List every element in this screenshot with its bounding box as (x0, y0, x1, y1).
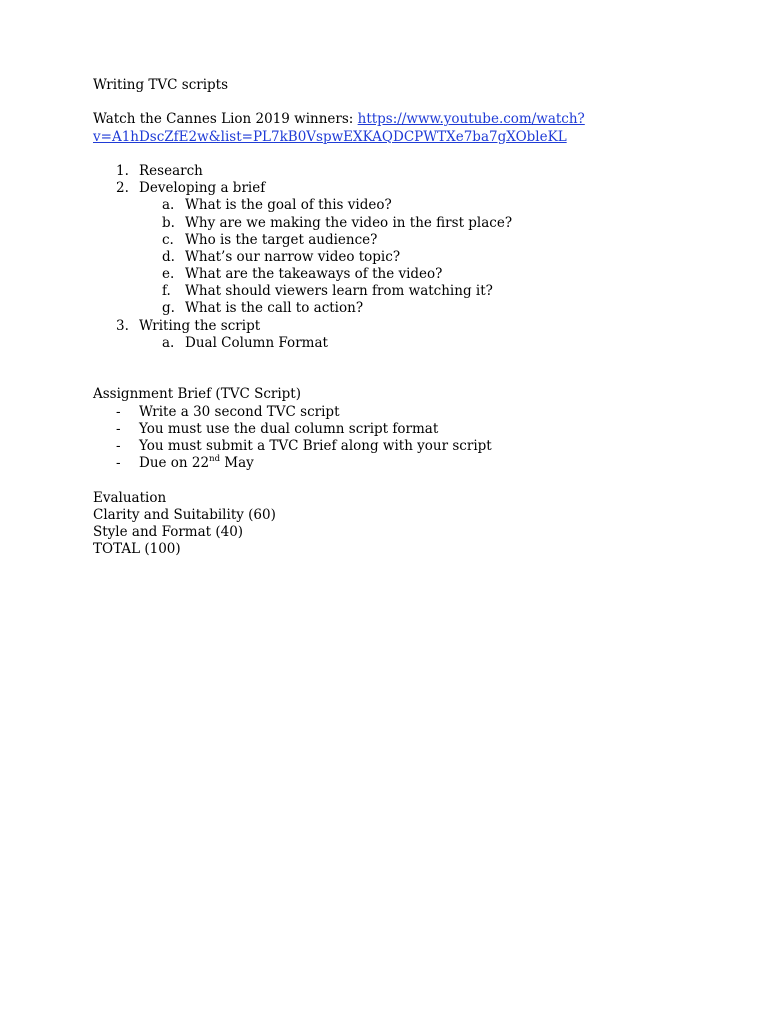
spacer (93, 146, 713, 163)
evaluation-line: TOTAL (100) (93, 541, 181, 558)
watch-prefix: Watch the Cannes Lion 2019 winners: (93, 111, 358, 128)
evaluation-line: Clarity and Suitability (60) (93, 506, 276, 523)
spacer (93, 94, 713, 111)
step-item (93, 318, 713, 335)
evaluation-lines (93, 507, 713, 559)
document-body (93, 77, 713, 558)
list-marker: c. (162, 231, 174, 248)
list-marker: 1. (116, 162, 129, 179)
list-item-text: Who is the target audience? (185, 231, 378, 248)
list-marker: f. (162, 283, 171, 300)
list-marker: e. (162, 266, 175, 283)
watch-line (93, 111, 713, 128)
list-item-text: Dual Column Format (185, 334, 328, 351)
list-item-text: What’s our narrow video topic? (185, 248, 401, 265)
list-marker: b. (162, 214, 175, 231)
assignment-item (93, 404, 713, 421)
spacer (93, 352, 713, 386)
list-item-text: What should viewers learn from watching it? (185, 283, 493, 300)
assignment-heading: Assignment Brief (TVC Script) (93, 386, 301, 403)
watch-link-line2 (93, 129, 713, 146)
step-subitem (93, 335, 713, 352)
step-subitem (93, 283, 713, 300)
step-subitem (93, 215, 713, 232)
due-prefix: Due on 22 (139, 455, 210, 472)
spacer (93, 472, 713, 489)
step-subitem (93, 197, 713, 214)
youtube-link-part2[interactable]: v=A1hDscZfE2w&list=PL7kB0VspwEXKAQDCPWTXe7ba7gXObleKL (93, 128, 567, 145)
step-item (93, 180, 713, 197)
list-marker: a. (162, 197, 175, 214)
youtube-link-part1[interactable]: https://www.youtube.com/watch? (357, 111, 585, 128)
due-superscript: nd (209, 453, 221, 464)
step-subitem (93, 266, 713, 283)
list-marker: g. (162, 300, 175, 317)
step-item (93, 163, 713, 180)
list-item-text: Writing the script (139, 317, 261, 334)
list-marker: 3. (116, 317, 129, 334)
list-item-text: What is the call to action? (185, 300, 364, 317)
list-item-text: You must submit a TVC Brief along with your script (139, 437, 492, 454)
assignment-due-item (93, 455, 713, 472)
steps-list (93, 163, 713, 352)
assignment-list (93, 404, 713, 456)
assignment-item (93, 421, 713, 438)
evaluation-heading: Evaluation (93, 489, 167, 506)
list-item-text: You must use the dual column script format (139, 420, 439, 437)
list-item-text: Write a 30 second TVC script (139, 403, 340, 420)
step-subitem (93, 232, 713, 249)
list-marker: a. (162, 334, 175, 351)
list-marker: - (116, 420, 121, 437)
list-marker: 2. (116, 180, 129, 197)
document-title: Writing TVC scripts (93, 77, 229, 93)
step-subitem (93, 300, 713, 317)
list-marker: d. (162, 248, 175, 265)
list-item-text: What is the goal of this video? (185, 197, 392, 214)
list-item-text: Why are we making the video in the first place? (185, 214, 513, 231)
list-item-text: Developing a brief (139, 180, 266, 197)
due-date-text (139, 455, 254, 472)
list-marker: - (116, 437, 121, 454)
list-item-text: Research (139, 162, 203, 179)
list-marker: - (116, 403, 121, 420)
assignment-item (93, 438, 713, 455)
list-marker: - (116, 455, 121, 472)
step-subitem (93, 249, 713, 266)
due-suffix: May (220, 455, 254, 472)
list-item-text: What are the takeaways of the video? (185, 266, 443, 283)
evaluation-line: Style and Format (40) (93, 523, 244, 540)
